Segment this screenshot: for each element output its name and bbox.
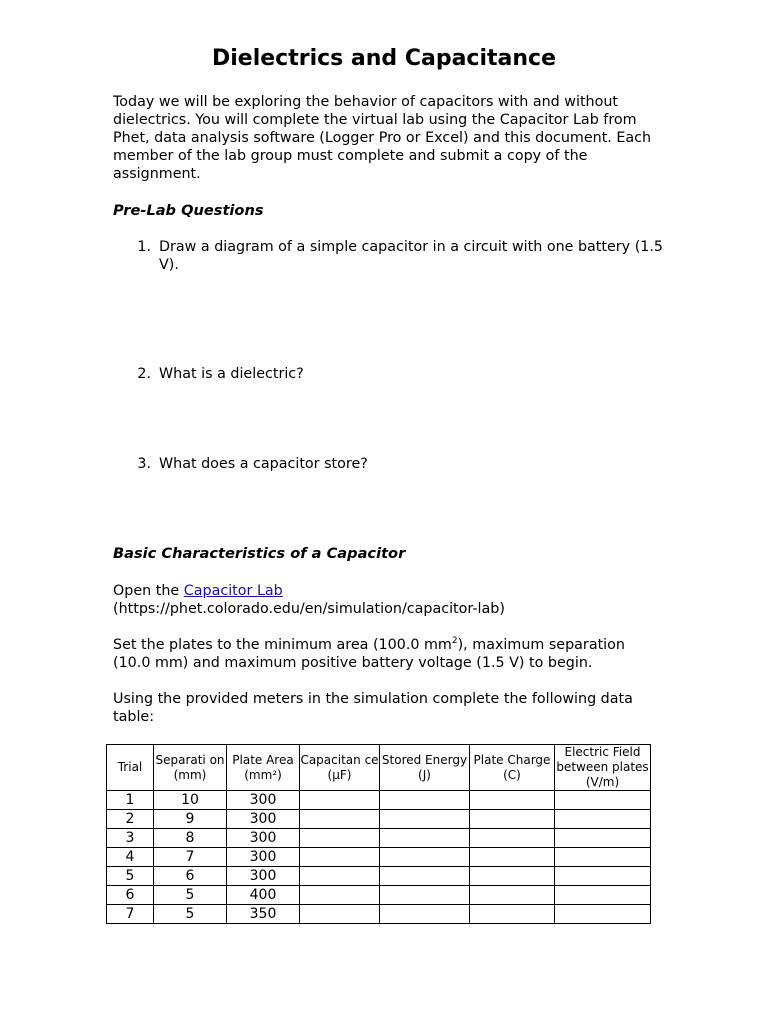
- cell-electric-field[interactable]: [555, 867, 651, 886]
- cell-trial: 6: [107, 886, 154, 905]
- table-row: [107, 867, 651, 886]
- cell-separation: 9: [154, 810, 227, 829]
- cell-plate-area: 400: [227, 886, 300, 905]
- setup-text-a: Set the plates to the minimum area (100.0 mm: [113, 637, 452, 653]
- question-2-number: 2.: [137, 366, 151, 382]
- header-plate-charge: Plate Charge (C): [470, 745, 555, 791]
- table-row: [107, 848, 651, 867]
- cell-capacitance[interactable]: [300, 848, 380, 867]
- cell-electric-field[interactable]: [555, 791, 651, 810]
- open-sim-paragraph: [113, 582, 663, 618]
- cell-separation: 10: [154, 791, 227, 810]
- cell-plate-charge[interactable]: [470, 867, 555, 886]
- data-table: [106, 744, 651, 924]
- cell-stored-energy[interactable]: [380, 848, 470, 867]
- question-2-text: What is a dielectric?: [159, 366, 304, 382]
- cell-electric-field[interactable]: [555, 810, 651, 829]
- basic-heading: Basic Characteristics of a Capacitor: [113, 545, 406, 562]
- cell-stored-energy[interactable]: [380, 810, 470, 829]
- setup-text-b: ), maximum separation (10.0 mm) and maximum positive battery voltage (1.5 V) to begin.: [113, 637, 625, 671]
- prelab-heading: Pre-Lab Questions: [113, 202, 264, 219]
- cell-trial: 7: [107, 905, 154, 924]
- cell-stored-energy[interactable]: [380, 886, 470, 905]
- cell-stored-energy[interactable]: [380, 791, 470, 810]
- cell-trial: 3: [107, 829, 154, 848]
- cell-plate-charge[interactable]: [470, 829, 555, 848]
- cell-stored-energy[interactable]: [380, 905, 470, 924]
- table-row: [107, 810, 651, 829]
- table-body: [107, 791, 651, 924]
- cell-capacitance[interactable]: [300, 829, 380, 848]
- cell-separation: 5: [154, 886, 227, 905]
- setup-superscript: 2: [451, 636, 458, 647]
- cell-plate-area: 300: [227, 810, 300, 829]
- cell-separation: 7: [154, 848, 227, 867]
- intro-paragraph: Today we will be exploring the behavior of capacitors with and without dielectrics. You will complete the virtual lab using the Capacitor Lab from Phet, data analysis software (Logger Pro or Excel) and this document. Each member of the lab group must complete and submit a copy of the assignment.: [113, 94, 652, 182]
- header-stored-energy: Stored Energy (J): [380, 745, 470, 791]
- cell-capacitance[interactable]: [300, 810, 380, 829]
- cell-plate-area: 350: [227, 905, 300, 924]
- open-prefix: Open the: [113, 583, 184, 599]
- cell-stored-energy[interactable]: [380, 829, 470, 848]
- cell-plate-area: 300: [227, 848, 300, 867]
- header-separation: Separati on (mm): [154, 745, 227, 791]
- instructions-paragraph: Using the provided meters in the simulation complete the following data table:: [113, 691, 633, 725]
- cell-electric-field[interactable]: [555, 905, 651, 924]
- table-row: [107, 791, 651, 810]
- setup-paragraph: [113, 636, 663, 672]
- cell-capacitance[interactable]: [300, 905, 380, 924]
- question-3-number: 3.: [137, 456, 151, 472]
- question-1-number: 1.: [137, 239, 151, 255]
- header-trial: Trial: [107, 745, 154, 791]
- cell-electric-field[interactable]: [555, 886, 651, 905]
- cell-separation: 5: [154, 905, 227, 924]
- cell-electric-field[interactable]: [555, 829, 651, 848]
- cell-plate-charge[interactable]: [470, 810, 555, 829]
- cell-plate-charge[interactable]: [470, 886, 555, 905]
- capacitor-lab-link[interactable]: Capacitor Lab: [183, 583, 283, 599]
- cell-plate-area: 300: [227, 791, 300, 810]
- table-row: [107, 905, 651, 924]
- cell-plate-area: 300: [227, 867, 300, 886]
- question-1-text: Draw a diagram of a simple capacitor in a circuit with one battery (1.5 V).: [159, 239, 664, 273]
- cell-electric-field[interactable]: [555, 848, 651, 867]
- cell-trial: 2: [107, 810, 154, 829]
- cell-stored-energy[interactable]: [380, 867, 470, 886]
- cell-trial: 5: [107, 867, 154, 886]
- header-plate-area: Plate Area (mm²): [227, 745, 300, 791]
- cell-separation: 8: [154, 829, 227, 848]
- header-electric-field: Electric Field between plates (V/m): [556, 745, 649, 789]
- cell-capacitance[interactable]: [300, 867, 380, 886]
- cell-plate-area: 300: [227, 829, 300, 848]
- question-3-text: What does a capacitor store?: [159, 456, 368, 472]
- cell-plate-charge[interactable]: [470, 905, 555, 924]
- cell-separation: 6: [154, 867, 227, 886]
- cell-capacitance[interactable]: [300, 886, 380, 905]
- cell-trial: 4: [107, 848, 154, 867]
- table-row: [107, 829, 651, 848]
- header-capacitance: Capacitan ce (μF): [300, 745, 380, 791]
- cell-plate-charge[interactable]: [470, 791, 555, 810]
- cell-trial: 1: [107, 791, 154, 810]
- page-title: Dielectrics and Capacitance: [212, 46, 556, 71]
- cell-capacitance[interactable]: [300, 791, 380, 810]
- table-header-row: [107, 745, 651, 791]
- table-row: [107, 886, 651, 905]
- sim-url-text: (https://phet.colorado.edu/en/simulation/capacitor-lab): [113, 601, 505, 617]
- cell-plate-charge[interactable]: [470, 848, 555, 867]
